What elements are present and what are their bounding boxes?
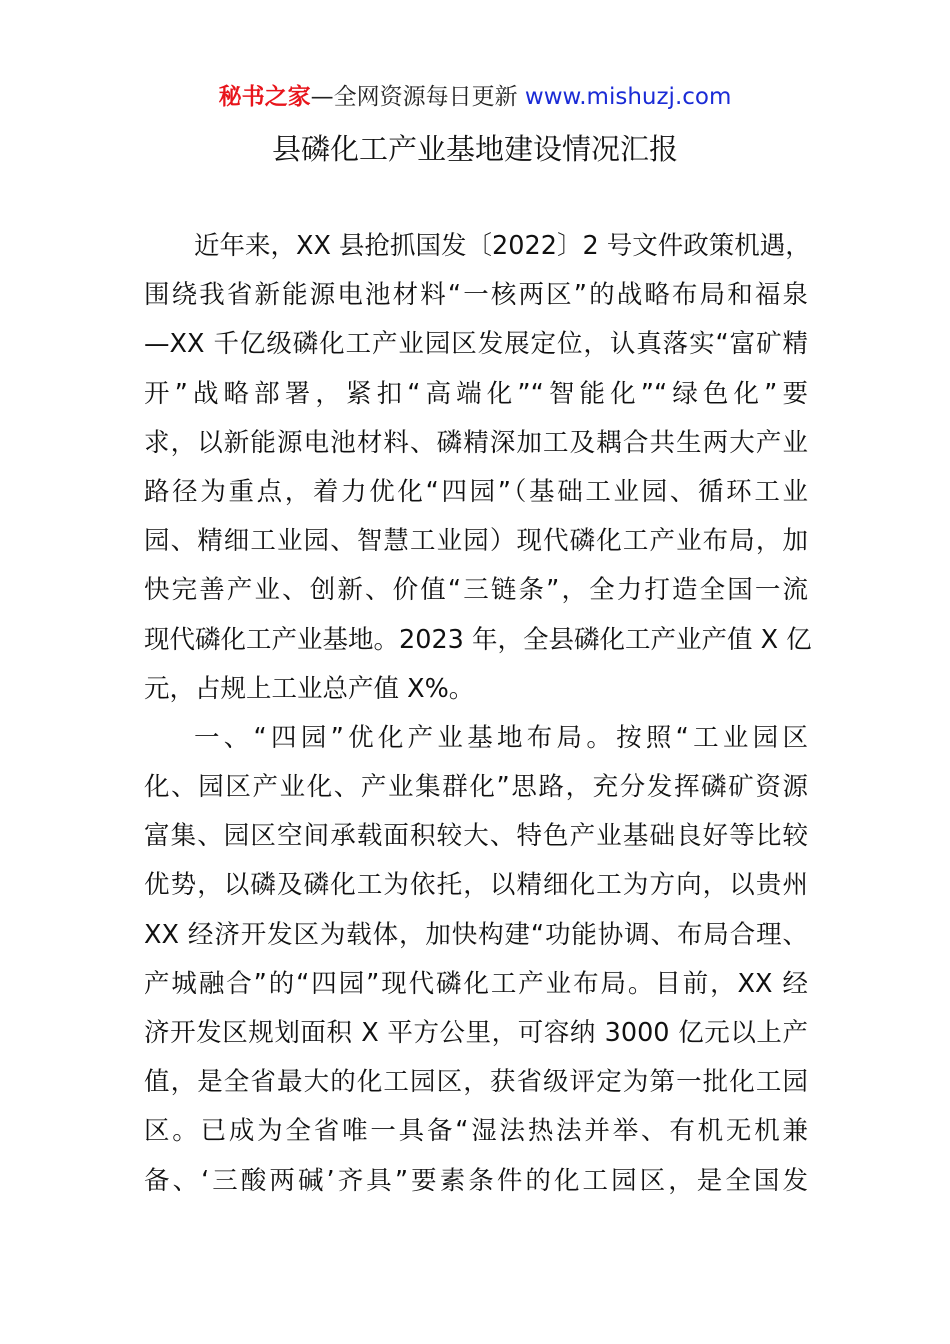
text-line: 区。已成为全省唯一具备“湿法热法并举、有机无机兼 (144, 1116, 808, 1147)
text-line: 富集、园区空间承载面积较大、特色产业基础良好等比较 (144, 821, 808, 852)
text-line: 值，是全省最大的化工园区，获省级评定为第一批化工园 (144, 1067, 808, 1098)
text-line: XX 经济开发区为载体，加快构建“功能协调、布局合理、 (144, 919, 808, 950)
text-line: 近年来，XX 县抢抓国发〔2022〕2 号文件政策机遇， (194, 231, 811, 261)
banner-url-link[interactable]: www.mishuzj.com (524, 84, 732, 110)
text-line: 一、“四园”优化产业基地布局。按照“工业园区 (194, 722, 808, 753)
banner-brand: 秘书之家 (218, 84, 311, 110)
text-line: 备、‘三酸两碱’齐具”要素条件的化工园区，是全国发 (144, 1165, 808, 1196)
paragraph-section-one (144, 714, 808, 1206)
text-line: 路径为重点，着力优化“四园”（基础工业园、循环工业 (144, 476, 808, 507)
paragraph-intro (144, 222, 812, 714)
text-line: 济开发区规划面积 X 平方公里，可容纳 3000 亿元以上产 (144, 1018, 808, 1048)
text-line: 园、精细工业园、智慧工业园）现代磷化工产业布局，加 (144, 526, 808, 557)
text-line: 产城融合”的“四园”现代磷化工产业布局。目前，XX 经 (144, 968, 808, 999)
text-line: 优势，以磷及磷化工为依托，以精细化工为方向，以贵州 (144, 870, 808, 901)
text-line: 快完善产业、创新、价值“三链条”，全力打造全国一流 (144, 575, 808, 606)
document-body (144, 222, 812, 1206)
text-line: 开”战略部署，紧扣“高端化”“智能化”“绿色化”要 (144, 378, 808, 409)
text-line: 元，占规上工业总产值 X%。 (144, 673, 475, 704)
text-line: 求，以新能源电池材料、磷精深加工及耦合共生两大产业 (144, 427, 808, 458)
banner-tagline: —全网资源每日更新 (310, 84, 518, 110)
text-line: 现代磷化工产业基地。2023 年，全县磷化工产业产值 X 亿 (144, 624, 812, 655)
document-title: 县磷化工产业基地建设情况汇报 (271, 132, 678, 166)
text-line: 围绕我省新能源电池材料“一核两区”的战略布局和福泉 (144, 280, 808, 311)
site-banner (0, 80, 950, 114)
text-line: —XX 千亿级磷化工产业园区发展定位，认真落实“富矿精 (144, 329, 808, 360)
text-line: 化、园区产业化、产业集群化”思路，充分发挥磷矿资源 (144, 772, 808, 803)
